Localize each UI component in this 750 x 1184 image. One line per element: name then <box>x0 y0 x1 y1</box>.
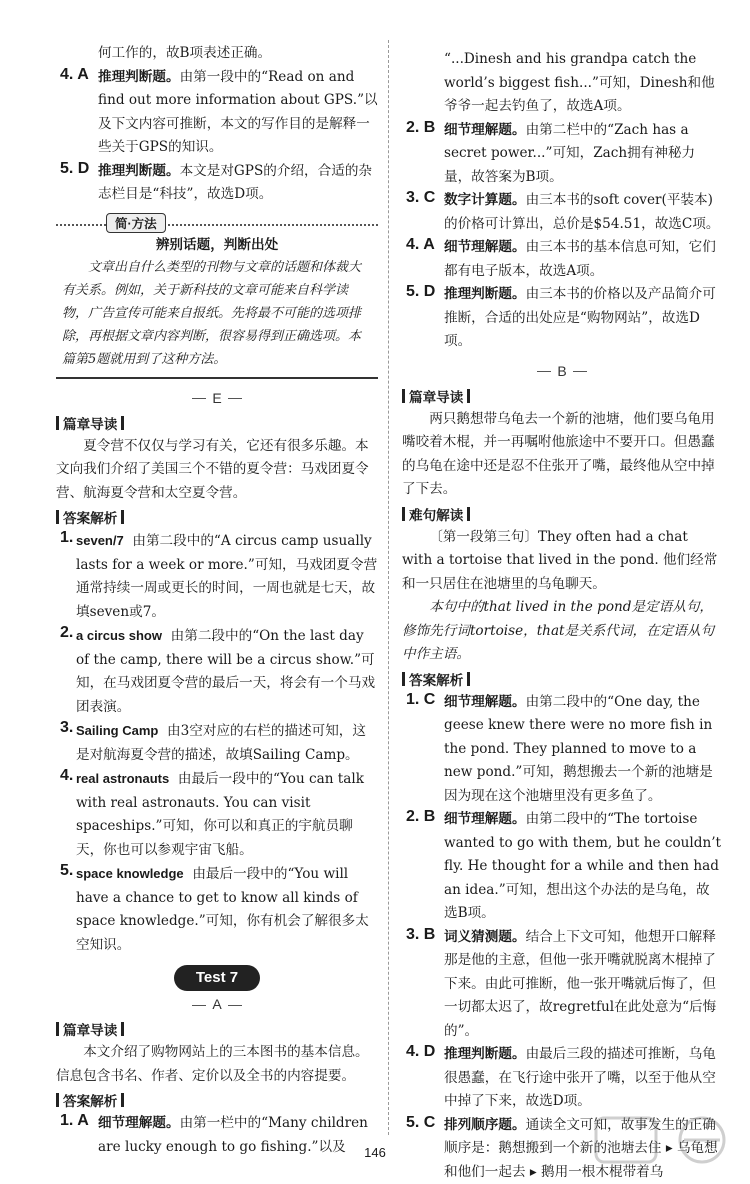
bracket-left-icon <box>56 1093 59 1107</box>
answer-item-l1-5 <box>56 160 378 207</box>
answer-item-e-2: 2. a circus show 由第二段中的“On the last day of the camp, there will be a circus show.”可知，在马戏团夏令营的最后一天，将会有一个马戏团表演。 <box>56 624 378 719</box>
bracket-left-icon <box>402 389 405 403</box>
answer-item-b-4: 4. D 推理判断题。由最后三段的描述可推断，乌龟很愚蠢，在飞行途中张开了嘴，以至于他从空中掉了下来，故选D项。 <box>402 1043 722 1114</box>
answer-item-r1-2: 2. B 细节理解题。由第二栏中的“Zach has a secret power...”可知，Zach拥有神秘力量，故答案为B项。 <box>402 119 722 190</box>
item-number: 4. A <box>60 66 89 84</box>
answer-item-r1-4: 4. A 细节理解题。由三本书的基本信息可知，它们都有电子版本，故选A项。 <box>402 236 722 283</box>
hard-note: 本句中的that lived in the pond是定语从句，修饰先行词tortoise，that是关系代词，在定语从句中作主语。 <box>402 596 722 667</box>
guide-text-a: 本文介绍了购物网站上的三本图书的基本信息。信息包含书名、作者、定价以及全书的内容提要。 <box>56 1041 378 1088</box>
answer-item-b-3: 3. B 词义猜测题。结合上下文可知，他想开口解释那是他的主意，但他一张开嘴就脱离木棍掉了下来。由此可推断，他一张开嘴就后悔了，但一切都太迟了，故regretful在此处意为“后悔的”。 <box>402 926 722 1044</box>
method-box <box>56 213 378 379</box>
method-body: 文章出自什么类型的刊物与文章的话题和体裁大有关系。例如，关于新科技的文章可能来自科学读物，广告宣传可能来自报纸。先将最不可能的选项排除，再根据文章内容判断，很容易得到正确选项。本篇第5题就用到了这种方法。 <box>56 256 378 371</box>
answer-item-r1-5: 5. D 推理判断题。由三本书的价格以及产品简介可推断，合适的出处应是“购物网站”，故选D项。 <box>402 283 722 354</box>
method-title: 辨别话题，判断出处 <box>56 233 378 256</box>
method-dotted-line <box>56 224 378 226</box>
answer-text: 本文是对GPS的介绍，合适的杂志栏目是“科技”，故选D项。 <box>98 163 372 203</box>
bracket-left-icon <box>402 507 405 521</box>
answer-item-b-2: 2. B 细节理解题。由第二段中的“The tortoise wanted to go with them, but he couldn’t fly. He thought for a while and then had an idea.”可知，想出这个办法的是乌龟，故选B项。 <box>402 808 722 926</box>
left-column <box>56 42 378 1159</box>
question-type: 推理判断题。 <box>98 69 180 85</box>
section-header-answers-b: 答案解析 <box>402 667 722 691</box>
bracket-right-icon <box>121 510 124 524</box>
column-divider <box>388 40 389 1135</box>
bracket-left-icon <box>56 510 59 524</box>
left-top-line: 何工作的，故B项表述正确。 <box>56 42 378 66</box>
answer-item-l1-4 <box>56 66 378 160</box>
section-letter-b: B <box>402 358 722 384</box>
bracket-right-icon <box>467 389 470 403</box>
section-header-guide-a: 篇章导读 <box>56 1017 378 1041</box>
watermark-logo-icon <box>592 1112 742 1168</box>
answer-key: Sailing Camp <box>76 723 158 738</box>
answer-item-e-3: 3. Sailing Camp 由3空对应的右栏的描述可知，这是对航海夏令营的描述，故填Sailing Camp。 <box>56 719 378 767</box>
answer-text: 由第一段中的“Read on and find out more information about GPS.”以及下文内容可推断，本文的写作目的是解释一些关于GPS的知识。 <box>98 69 378 156</box>
hard-sentence: 〔第一段第三句〕They often had a chat with a tortoise that lived in the pond. 他们经常和一只居住在池塘里的乌龟聊天。 <box>402 526 722 597</box>
question-type: 推理判断题。 <box>98 163 180 179</box>
item-number: 5. D <box>60 160 89 178</box>
section-header-answers-a: 答案解析 <box>56 1088 378 1112</box>
answer-item-e-4: 4. real astronauts 由最后一段中的“You can talk with real astronauts. You can visit spaceships.”可知，你可以和真正的宇航员聊天，你也可以参观宇宙飞船。 <box>56 767 378 862</box>
bracket-left-icon <box>402 672 405 686</box>
answer-key: space knowledge <box>76 866 184 881</box>
test-badge: Test 7 <box>174 965 260 991</box>
bracket-right-icon <box>121 416 124 430</box>
answer-item-b-1: 1. C 细节理解题。由第二段中的“One day, the geese knew there were no more fish in the pond. They planned to move to a new pond.”可知，鹅想搬去一个新的池塘是因为现在这个池塘里没有更多鱼了。 <box>402 691 722 809</box>
section-header-answers: 答案解析 <box>56 505 378 529</box>
method-tag: 简·方法 <box>106 213 166 233</box>
guide-text-b: 两只鹅想带乌龟去一个新的池塘，他们要乌龟用嘴咬着木棍，并一再嘱咐他旅途中不要开口。但愚蠢的乌龟在途中还是忍不住张开了嘴，最终他从空中掉了下去。 <box>402 408 722 502</box>
section-letter-a: A <box>56 991 378 1017</box>
answer-item-a-1: 1. A 细节理解题。由第一栏中的“Many children are lucky enough to go fishing.”以及 <box>56 1112 378 1159</box>
section-letter-e: E <box>56 385 378 411</box>
answer-key: real astronauts <box>76 771 169 786</box>
section-header-hard: 难句解读 <box>402 502 722 526</box>
section-header-guide: 篇章导读 <box>56 411 378 435</box>
bracket-right-icon <box>121 1022 124 1036</box>
page-number: 146 <box>0 1145 750 1160</box>
answer-item-e-5: 5. space knowledge 由最后一段中的“You will have a chance to get to know all kinds of space knowledge.”可知，你有机会了解很多太空知识。 <box>56 862 378 957</box>
bracket-right-icon <box>467 507 470 521</box>
bracket-left-icon <box>56 1022 59 1036</box>
answer-item-b-5: 5. C 排列顺序题。通读全文可知，故事发生的正确顺序是：鹅想搬到一个新的池塘去住 ▸ 乌龟想和他们一起去 ▸ 鹅用一根木棍带着乌 <box>402 1114 722 1184</box>
bracket-right-icon <box>467 672 470 686</box>
answer-item-e-1: 1. seven/7 由第二段中的“A circus camp usually lasts for a week or more.”可知，马戏团夏令营通常持续一周或更长的时间，一周也就是七天，故填seven或7。 <box>56 529 378 624</box>
right-column <box>402 48 722 1184</box>
answer-key: a circus show <box>76 628 162 643</box>
bracket-right-icon <box>121 1093 124 1107</box>
guide-text-e: 夏令营不仅仅与学习有关，它还有很多乐趣。本文向我们介绍了美国三个不错的夏令营：马戏团夏令营、航海夏令营和太空夏令营。 <box>56 435 378 506</box>
bracket-left-icon <box>56 416 59 430</box>
answer-key: seven/7 <box>76 533 124 548</box>
section-header-guide-b: 篇章导读 <box>402 384 722 408</box>
answer-item-r1-3: 3. C 数字计算题。由三本书的soft cover(平装本)的价格可计算出，总价是$54.51，故选C项。 <box>402 189 722 236</box>
right-top-text: “...Dinesh and his grandpa catch the world’s biggest fish...”可知，Dinesh和他爷爷一起去钓鱼了，故选A项。 <box>402 48 722 119</box>
